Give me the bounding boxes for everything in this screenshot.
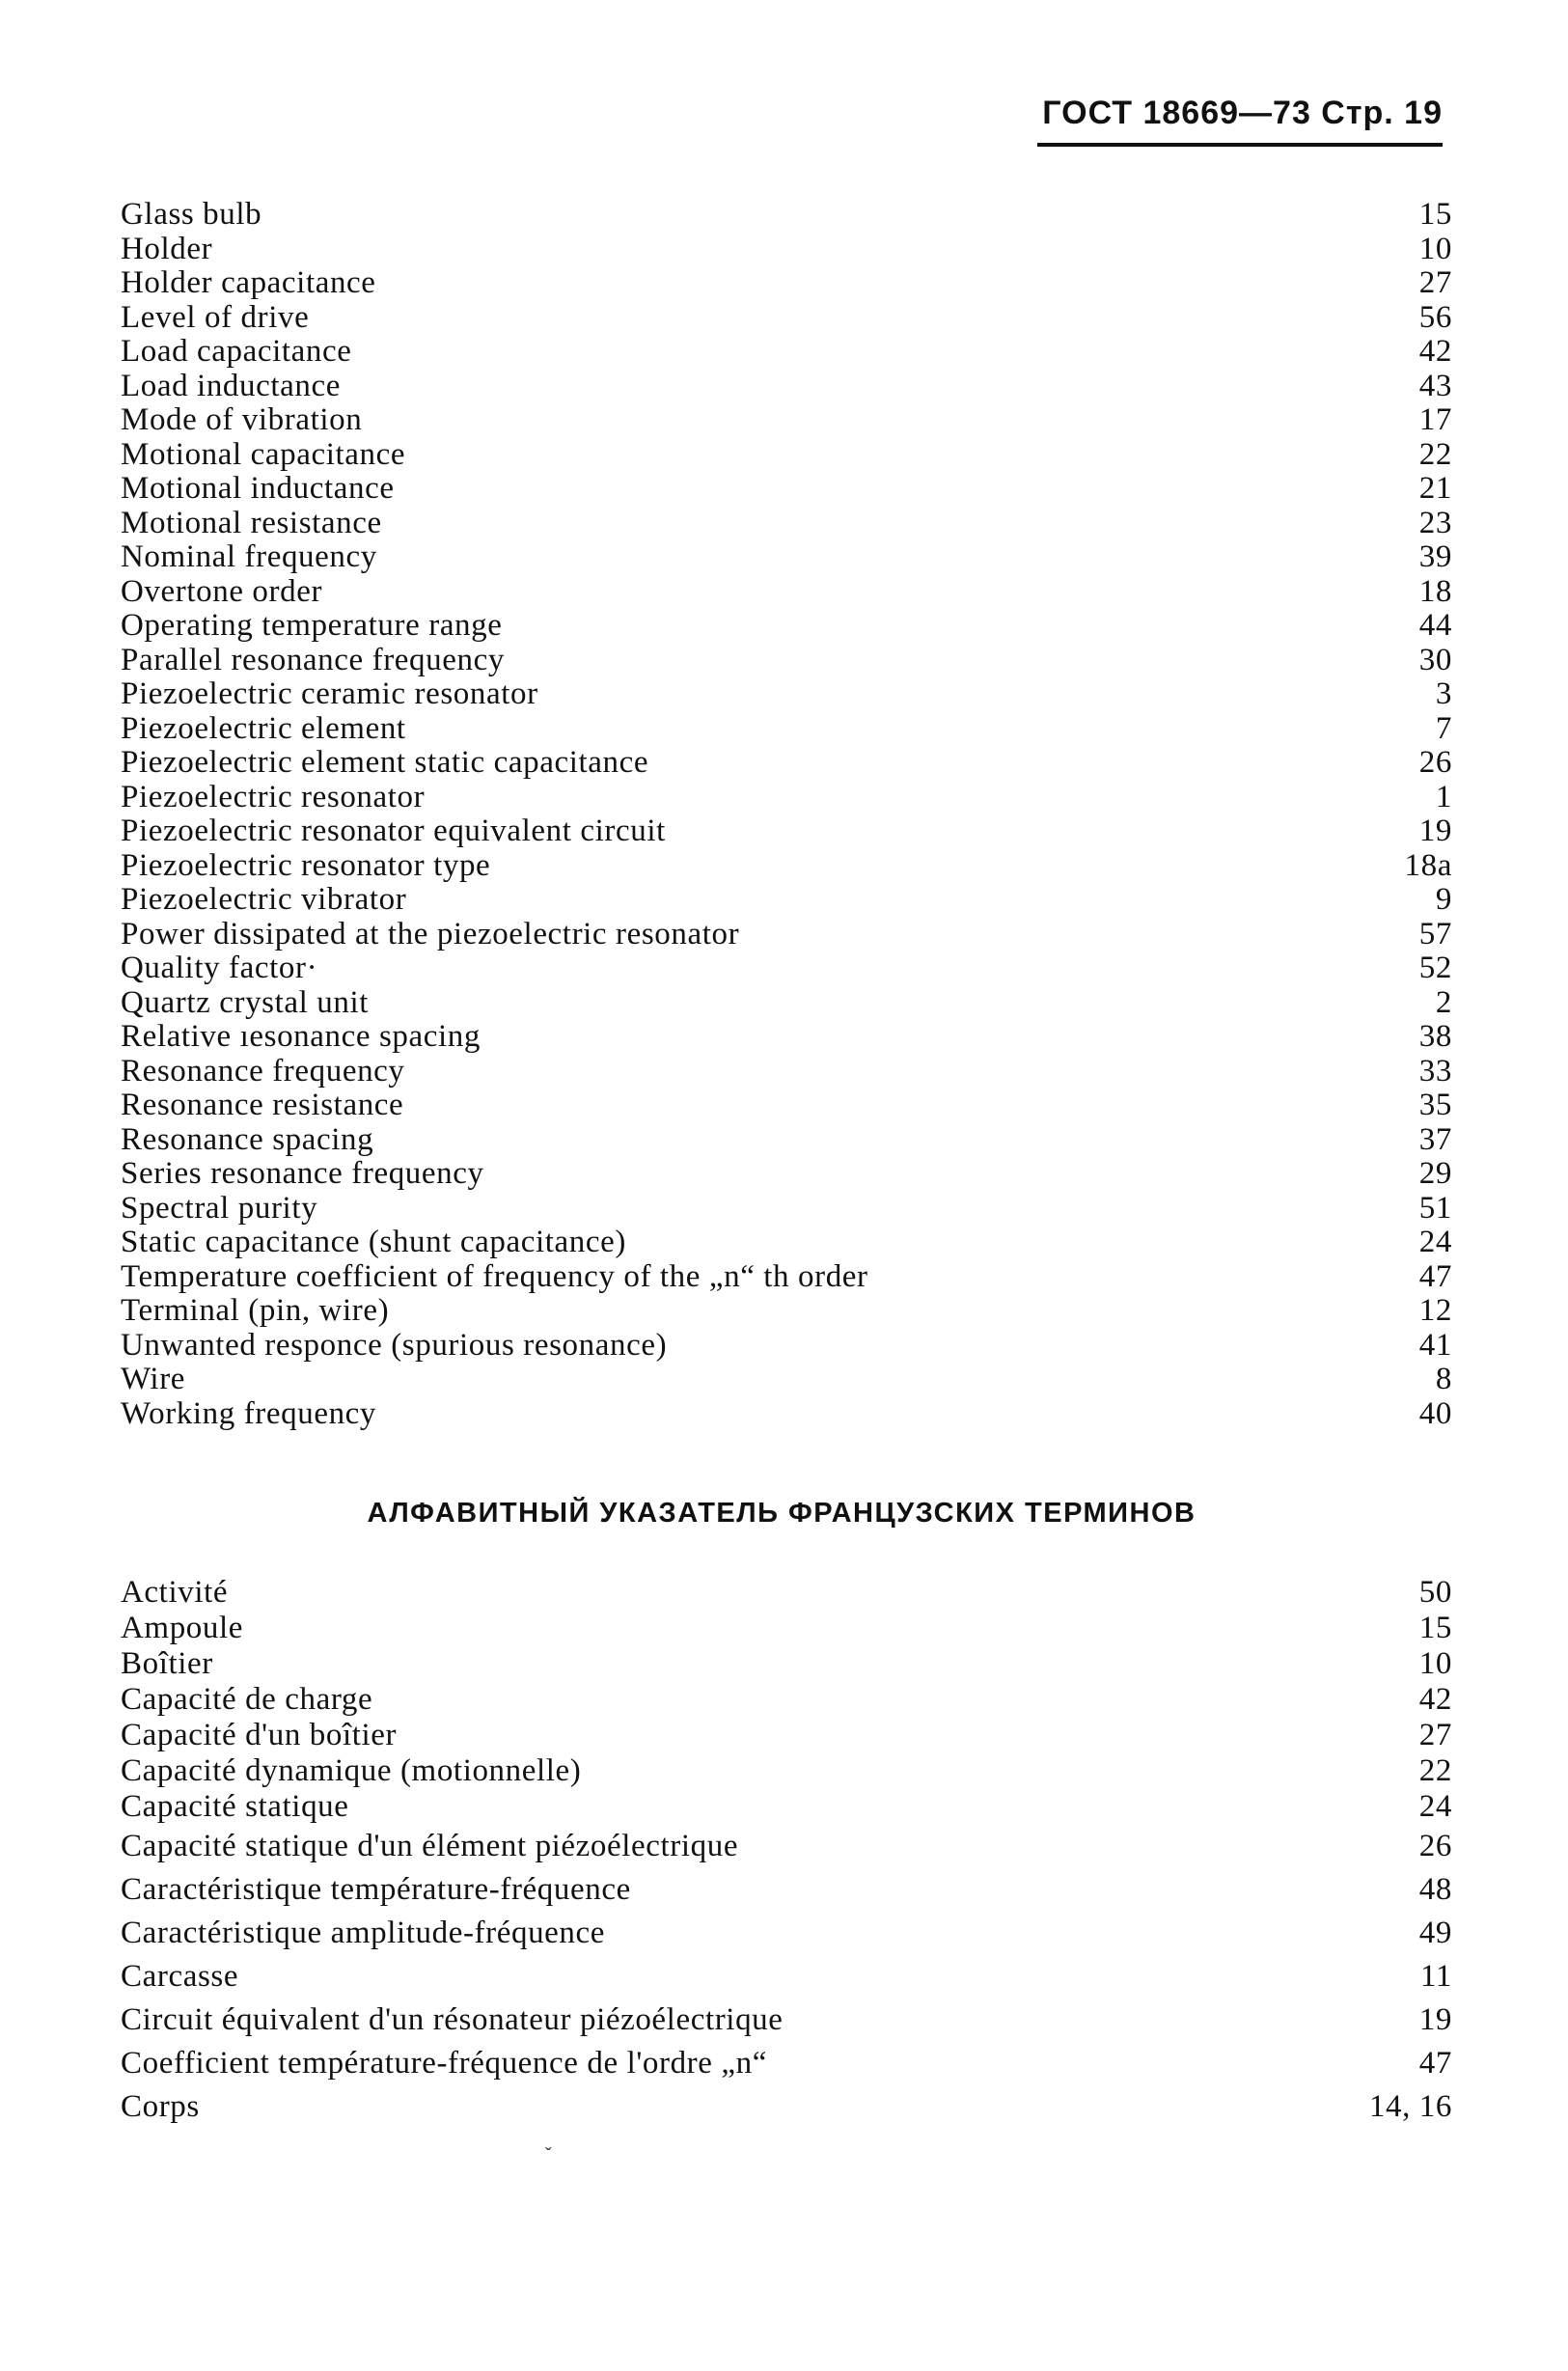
index-term: Spectral purity <box>121 1190 318 1226</box>
index-number: 47 <box>1418 2046 1452 2081</box>
index-entry <box>121 1955 1452 1999</box>
index-number: 21 <box>1418 471 1452 506</box>
index-number: 48 <box>1418 1872 1452 1907</box>
index-number: 24 <box>1418 1789 1452 1824</box>
index-term: Caractéristique température-fréquence <box>121 1872 631 1907</box>
index-number: 44 <box>1418 608 1452 643</box>
index-entry <box>121 712 1452 747</box>
index-term: Piezoelectric resonator type <box>121 847 491 883</box>
index-term: Piezoelectric element <box>121 710 406 746</box>
index-term: Mode of vibration <box>121 402 363 437</box>
index-entry <box>121 1753 1452 1789</box>
index-term: Power dissipated at the piezoelectric resonator <box>121 916 740 951</box>
index-entry <box>121 1575 1452 1611</box>
index-entry <box>121 1611 1452 1646</box>
index-entry <box>121 1868 1452 1912</box>
index-number: 23 <box>1418 505 1452 540</box>
index-term: Circuit équivalent d'un résonateur piézoélectrique <box>121 2002 784 2037</box>
index-number: 33 <box>1418 1053 1452 1089</box>
index-entry <box>121 883 1452 918</box>
index-entry <box>121 233 1452 267</box>
index-term: Coefficient température-fréquence de l'ordre „n“ <box>121 2046 767 2081</box>
index-entry <box>121 644 1452 678</box>
index-number: 10 <box>1418 1646 1452 1681</box>
index-number: 8 <box>1435 1362 1452 1396</box>
index-number: 40 <box>1418 1395 1452 1431</box>
index-entry <box>121 1825 1452 1868</box>
french-term-index <box>121 1575 1452 2129</box>
index-term: Capacité statique d'un élément piézoélectrique <box>121 1829 739 1863</box>
index-entry <box>121 1646 1452 1682</box>
index-term: Nominal frequency <box>121 539 377 574</box>
index-number: 14, 16 <box>1368 2089 1452 2124</box>
index-number: 47 <box>1418 1258 1452 1294</box>
index-term: Operating temperature range <box>121 608 503 643</box>
index-entry <box>121 814 1452 849</box>
index-entry <box>121 1718 1452 1753</box>
index-number: 39 <box>1418 539 1452 574</box>
page-header: ГОСТ 18669—73 Стр. 19 <box>1042 95 1443 131</box>
index-entry <box>121 507 1452 541</box>
index-entry <box>121 781 1452 815</box>
index-term: Piezoelectric ceramic resonator <box>121 676 538 711</box>
index-term: Caractéristique amplitude-fréquence <box>121 1916 606 1950</box>
french-index-title: АЛФАВИТНЫЙ УКАЗАТЕЛЬ ФРАНЦУЗСКИХ ТЕРМИНОВ <box>367 1498 1197 1529</box>
index-entry <box>121 438 1452 473</box>
index-entry <box>121 2042 1452 2085</box>
index-term: Piezoelectric resonator equivalent circuit <box>121 813 666 848</box>
index-term: Motional resistance <box>121 505 382 540</box>
index-entry <box>121 677 1452 712</box>
index-term: Temperature coefficient of frequency of the „n“ th order <box>121 1258 868 1294</box>
index-entry <box>121 1912 1452 1955</box>
index-entry <box>121 1260 1452 1295</box>
index-number: 52 <box>1418 951 1452 985</box>
index-entry <box>121 986 1452 1021</box>
index-number: 27 <box>1418 265 1452 300</box>
index-number: 26 <box>1418 745 1452 780</box>
index-number: 18 <box>1418 573 1452 609</box>
index-entry <box>121 918 1452 952</box>
index-entry <box>121 1226 1452 1260</box>
index-term: Relative ıesonance spacing <box>121 1019 481 1054</box>
index-number: 3 <box>1435 676 1452 711</box>
index-term: Boîtier <box>121 1646 213 1681</box>
index-entry <box>121 1363 1452 1397</box>
index-entry <box>121 1682 1452 1718</box>
index-entry <box>121 951 1452 986</box>
index-entry <box>121 1397 1452 1432</box>
index-term: Capacité statique <box>121 1789 349 1824</box>
index-term: Capacité dynamique (motionnelle) <box>121 1753 582 1788</box>
index-number: 1 <box>1435 779 1452 814</box>
index-term: Load inductance <box>121 368 341 403</box>
index-entry <box>121 198 1452 233</box>
index-entry <box>121 1089 1452 1123</box>
index-term: Parallel resonance frequency <box>121 642 505 677</box>
index-term: Level of drive <box>121 299 310 335</box>
index-entry <box>121 335 1452 370</box>
index-number: 35 <box>1418 1088 1452 1122</box>
index-term: Capacité de charge <box>121 1682 373 1717</box>
index-number: 9 <box>1435 882 1452 917</box>
index-entry <box>121 575 1452 610</box>
index-number: 19 <box>1418 813 1452 848</box>
index-number: 17 <box>1418 402 1452 437</box>
index-number: 57 <box>1418 916 1452 951</box>
index-term: Capacité d'un boîtier <box>121 1718 398 1752</box>
index-number: 42 <box>1418 1682 1452 1717</box>
index-entry <box>121 540 1452 575</box>
index-number: 19 <box>1418 2002 1452 2037</box>
index-term: Glass bulb <box>121 197 262 232</box>
index-number: 7 <box>1435 710 1452 746</box>
index-term: Carcasse <box>121 1959 239 1994</box>
index-term: Motional capacitance <box>121 436 406 472</box>
index-number: 27 <box>1418 1718 1452 1752</box>
index-number: 50 <box>1418 1575 1452 1610</box>
index-entry <box>121 1294 1452 1329</box>
index-term: Load capacitance <box>121 334 352 369</box>
header-rule <box>1037 143 1443 147</box>
index-entry <box>121 1123 1452 1158</box>
index-number: 10 <box>1418 231 1452 266</box>
index-term: Piezoelectric element static capacitance <box>121 745 649 780</box>
index-entry <box>121 301 1452 336</box>
index-entry <box>121 2085 1452 2129</box>
index-number: 18a <box>1404 847 1452 883</box>
index-term: Terminal (pin, wire) <box>121 1293 390 1328</box>
index-term: Activité <box>121 1575 229 1610</box>
index-term: Quality factor· <box>121 951 318 985</box>
english-term-index <box>121 198 1452 1431</box>
index-term: Corps <box>121 2089 200 2124</box>
index-number: 22 <box>1418 436 1452 472</box>
index-term: Resonance frequency <box>121 1053 405 1089</box>
print-mark: ˇ <box>545 2144 552 2165</box>
index-entry <box>121 746 1452 781</box>
index-entry <box>121 849 1452 884</box>
index-term: Wire <box>121 1362 186 1396</box>
index-term: Piezoelectric resonator <box>121 779 426 814</box>
index-number: 29 <box>1418 1156 1452 1191</box>
index-term: Piezoelectric vibrator <box>121 882 407 917</box>
index-number: 49 <box>1418 1916 1452 1950</box>
index-number: 43 <box>1418 368 1452 403</box>
index-number: 38 <box>1418 1019 1452 1054</box>
index-entry <box>121 370 1452 404</box>
index-number: 24 <box>1418 1225 1452 1259</box>
index-term: Motional inductance <box>121 471 395 506</box>
index-number: 41 <box>1418 1327 1452 1363</box>
index-number: 15 <box>1418 197 1452 232</box>
index-entry <box>121 1789 1452 1825</box>
index-term: Overtone order <box>121 573 323 609</box>
index-entry <box>121 266 1452 301</box>
index-term: Quartz crystal unit <box>121 984 369 1020</box>
index-number: 56 <box>1418 299 1452 335</box>
index-entry <box>121 609 1452 644</box>
index-number: 22 <box>1418 1753 1452 1788</box>
index-number: 11 <box>1420 1959 1452 1994</box>
index-term: Holder <box>121 231 213 266</box>
index-term: Series resonance frequency <box>121 1156 484 1191</box>
index-number: 30 <box>1418 642 1452 677</box>
index-entry <box>121 403 1452 438</box>
index-term: Resonance spacing <box>121 1121 374 1157</box>
index-entry <box>121 1055 1452 1089</box>
index-number: 51 <box>1418 1190 1452 1226</box>
index-entry <box>121 1999 1452 2042</box>
index-number: 2 <box>1435 984 1452 1020</box>
index-term: Unwanted responce (spurious resonance) <box>121 1327 668 1363</box>
index-number: 15 <box>1418 1611 1452 1645</box>
index-term: Working frequency <box>121 1395 377 1431</box>
index-number: 12 <box>1418 1293 1452 1328</box>
index-term: Holder capacitance <box>121 265 376 300</box>
index-term: Static capacitance (shunt capacitance) <box>121 1225 626 1259</box>
index-entry <box>121 1329 1452 1364</box>
index-entry <box>121 472 1452 507</box>
index-entry <box>121 1157 1452 1192</box>
index-number: 37 <box>1418 1121 1452 1157</box>
index-entry <box>121 1192 1452 1227</box>
index-term: Ampoule <box>121 1611 244 1645</box>
index-term: Resonance resistance <box>121 1088 404 1122</box>
index-number: 26 <box>1418 1829 1452 1863</box>
index-entry <box>121 1020 1452 1055</box>
index-number: 42 <box>1418 334 1452 369</box>
